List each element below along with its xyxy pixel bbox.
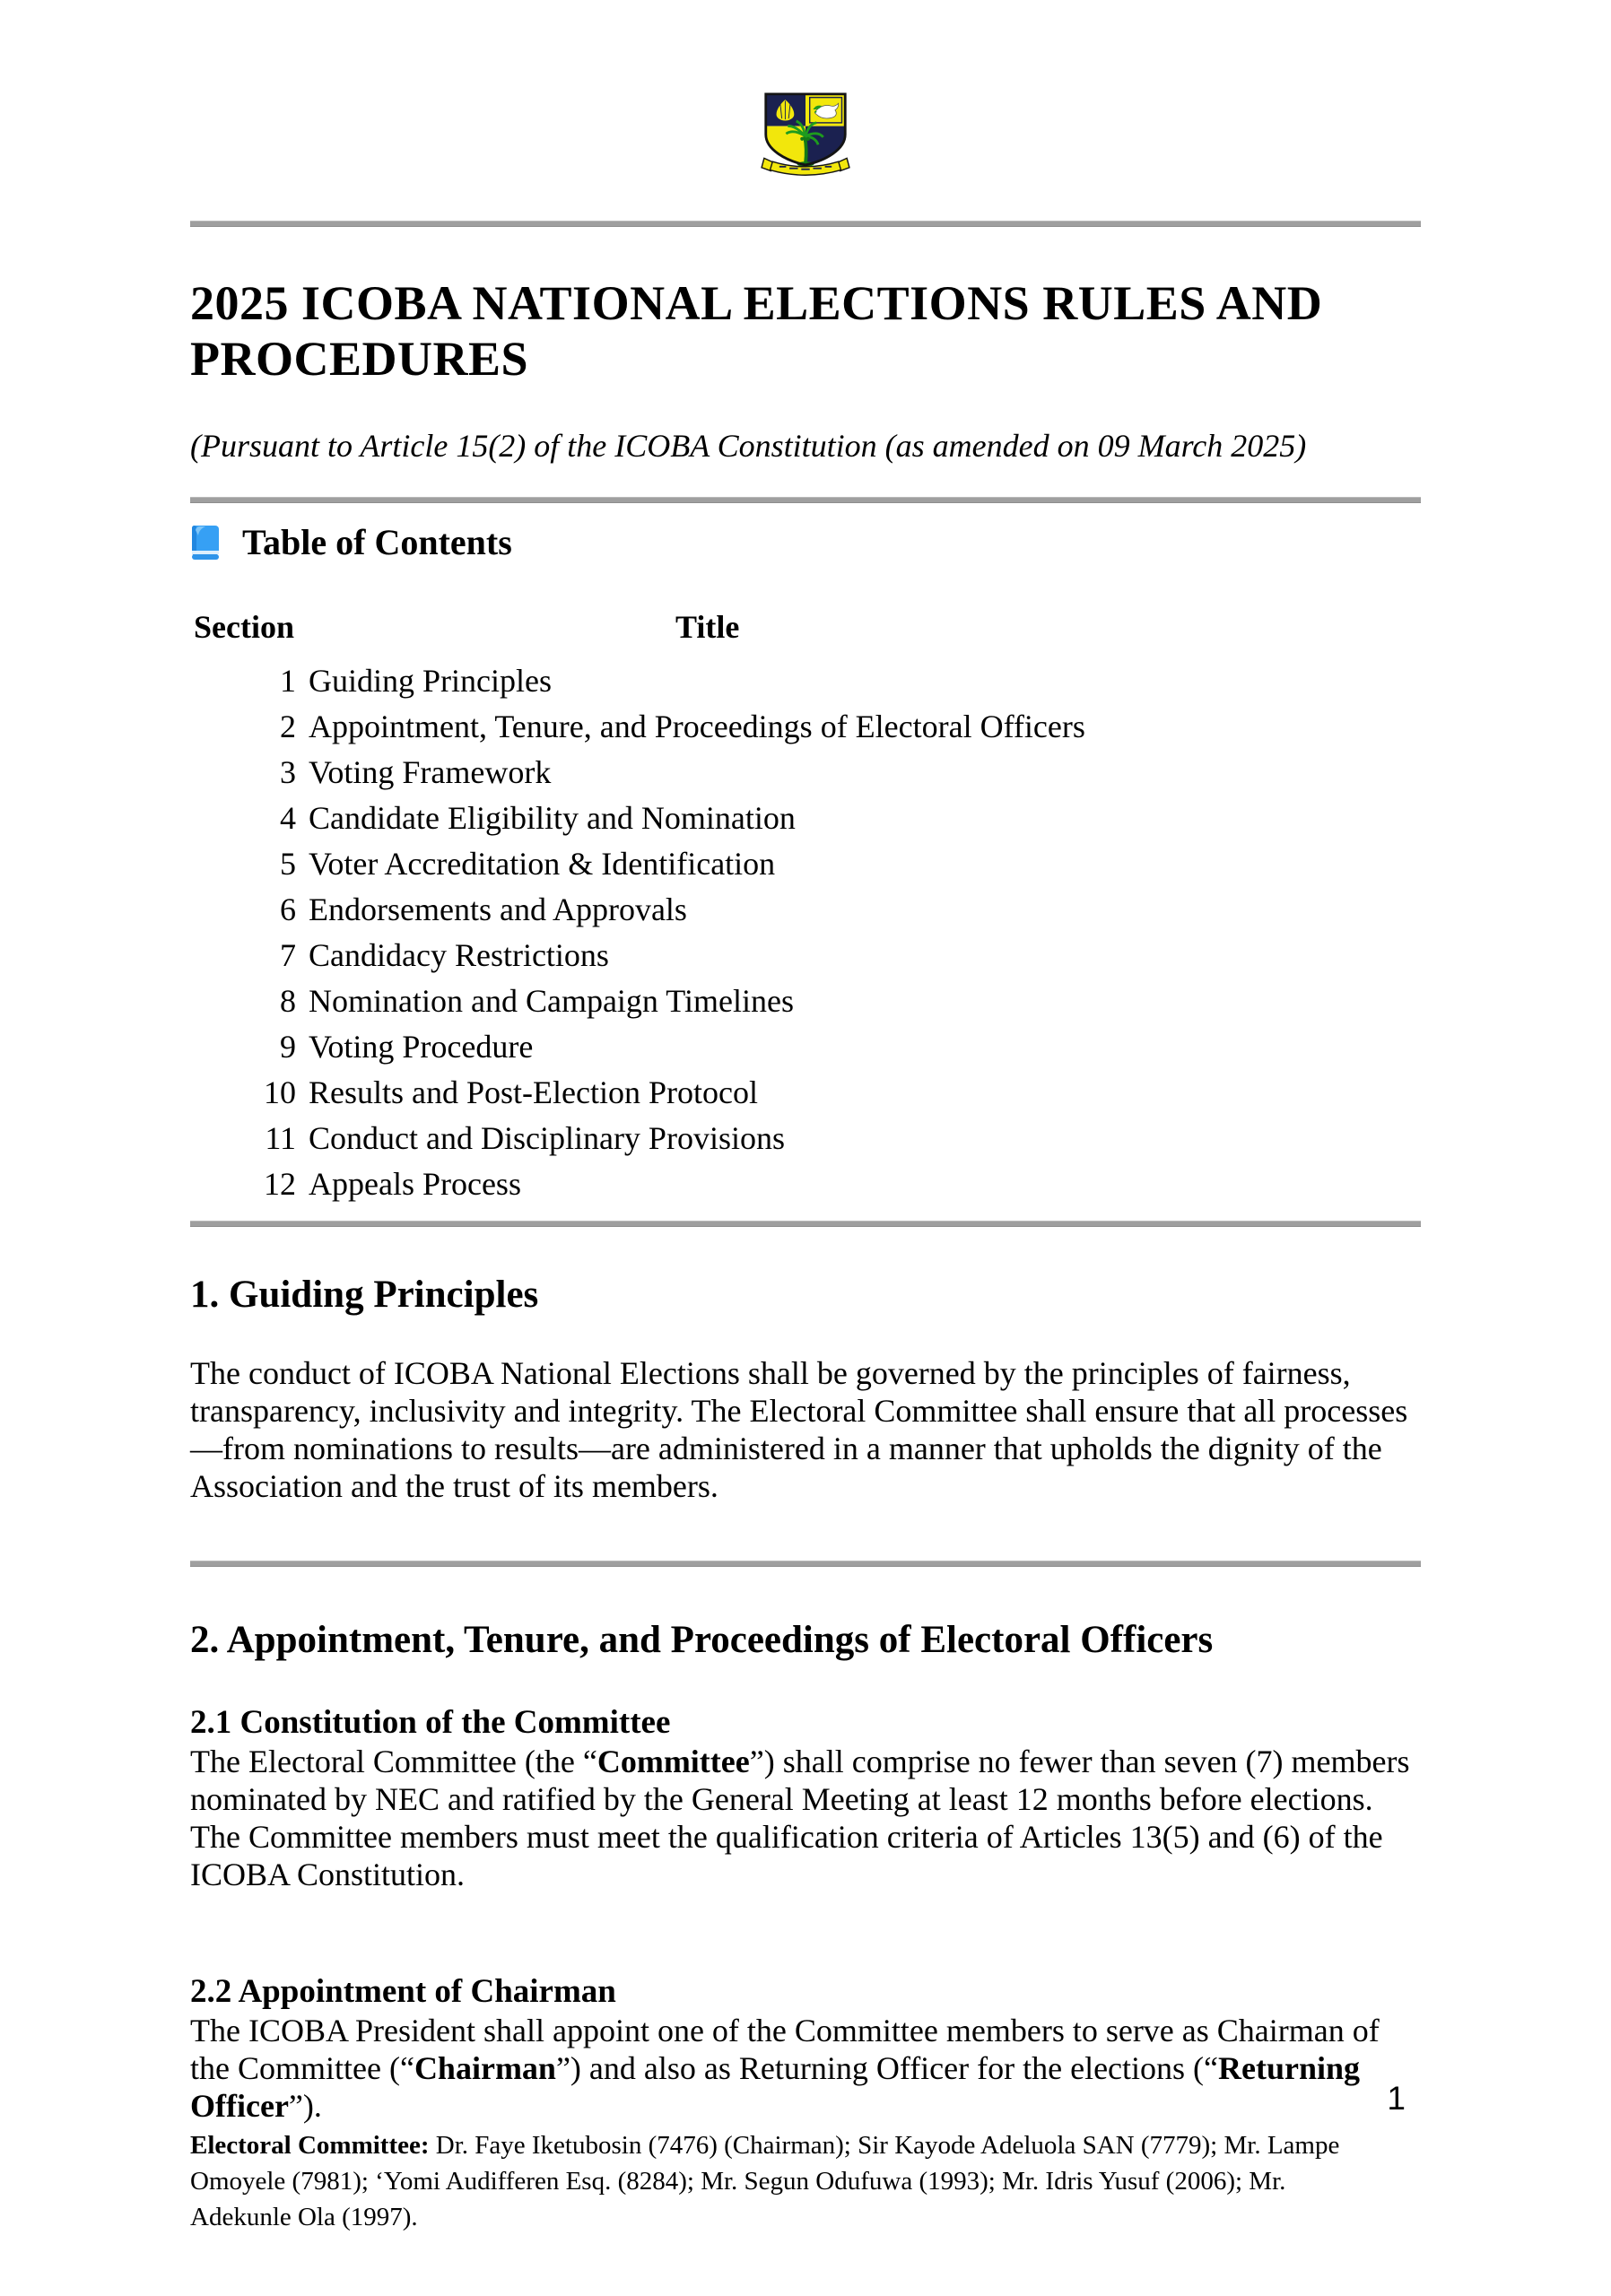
toc-row: [190, 887, 1421, 933]
toc-row-number: 9: [280, 1029, 296, 1065]
section-1-heading: 1. Guiding Principles: [190, 1274, 539, 1316]
toc-row-number: 4: [280, 800, 296, 836]
blue-book-icon: [190, 525, 221, 561]
toc-row-title: Appeals Process: [309, 1166, 521, 1202]
toc-heading: Table of Contents: [242, 522, 512, 562]
school-crest-icon: [759, 92, 852, 178]
section-2-2-heading: 2.2 Appointment of Chairman: [190, 1973, 616, 2010]
toc-row-title: Guiding Principles: [309, 663, 552, 699]
toc-row-number: 1: [280, 663, 296, 699]
toc-heading-row: [190, 522, 1421, 563]
toc-row: [190, 658, 1421, 704]
toc-row-title: Voting Framework: [309, 754, 552, 790]
footer-label: Electoral Committee:: [190, 2131, 430, 2160]
toc-row: [190, 841, 1421, 887]
toc-row-title: Candidate Eligibility and Nomination: [309, 800, 796, 836]
toc-column-header-section: Section: [194, 609, 294, 645]
toc-column-header-title: Title: [675, 609, 740, 645]
document-title: 2025 ICOBA NATIONAL ELECTIONS RULES AND PROCEDURES: [190, 276, 1323, 386]
toc-row: [190, 796, 1421, 841]
section-divider: [190, 1561, 1421, 1567]
body-text: ”).: [288, 2088, 322, 2124]
body-text: ”) and also as Returning Officer for the elections (“: [555, 2050, 1219, 2086]
body-text-bold: Chairman: [414, 2050, 556, 2086]
school-crest-logo: [190, 0, 1421, 178]
toc-row-title: Conduct and Disciplinary Provisions: [309, 1120, 785, 1156]
toc-row-number: 11: [265, 1120, 296, 1156]
section-2-1-body: [190, 1743, 1421, 1893]
toc-row: [190, 1161, 1421, 1207]
section-2-2-body: [190, 2012, 1421, 2125]
toc-row-title: Nomination and Campaign Timelines: [309, 983, 794, 1019]
toc-row-number: 10: [264, 1074, 296, 1110]
toc-row-number: 2: [280, 709, 296, 744]
toc-list: [190, 658, 1421, 1207]
toc-row-number: 6: [280, 891, 296, 927]
section-2-1-heading: 2.1 Constitution of the Committee: [190, 1704, 671, 1741]
toc-row: [190, 750, 1421, 796]
body-text-bold: Returning Officer: [190, 2050, 1361, 2124]
footer-note: [190, 2127, 1389, 2235]
section-2-heading: 2. Appointment, Tenure, and Proceedings of Electoral Officers: [190, 1619, 1214, 1661]
toc-row: [190, 978, 1421, 1024]
toc-row-title: Appointment, Tenure, and Proceedings of Electoral Officers: [309, 709, 1085, 744]
toc-column-headers: [190, 608, 1421, 646]
page-number: 1: [1387, 2080, 1406, 2117]
toc-row-title: Voter Accreditation & Identification: [309, 846, 776, 882]
toc-row-number: 7: [280, 937, 296, 973]
toc-row: [190, 1116, 1421, 1161]
toc-row: [190, 1024, 1421, 1070]
body-text-bold: Committee: [597, 1744, 750, 1779]
toc-row-number: 8: [280, 983, 296, 1019]
toc-row-number: 3: [280, 754, 296, 790]
body-text: The ICOBA President shall appoint one of the Committee members to serve as Chairman of the Committee (“: [190, 2013, 1380, 2086]
toc-row: [190, 704, 1421, 750]
toc-row: [190, 933, 1421, 978]
section-divider: [190, 497, 1421, 503]
body-text: ”) shall comprise no fewer than seven (7) members nominated by NEC and ratified by the General Meeting at least 12 months before elections. The Committee members must meet the qualification criteria of Articles 13(5) and (6) of the ICOBA Constitution.: [190, 1744, 1410, 1892]
toc-row-title: Endorsements and Approvals: [309, 891, 687, 927]
section-divider: [190, 221, 1421, 227]
toc-row-number: 12: [264, 1166, 296, 1202]
toc-row-title: Results and Post-Election Protocol: [309, 1074, 758, 1110]
toc-row-number: 5: [280, 846, 296, 882]
body-text: The Electoral Committee (the “: [190, 1744, 597, 1779]
toc-row-title: Voting Procedure: [309, 1029, 534, 1065]
section-divider: [190, 1221, 1421, 1227]
document-subtitle: (Pursuant to Article 15(2) of the ICOBA Constitution (as amended on 09 March 2025): [190, 428, 1307, 464]
footer-text: Dr. Faye Iketubosin (7476) (Chairman); Sir Kayode Adeluola SAN (7779); Mr. Lampe Omoyele (7981); ‘Yomi Audifferen Esq. (8284); Mr. Segun Odufuwa (1993); Mr. Idris Yusuf (2006); Mr. Adekunle Ola (1997).: [190, 2131, 1340, 2231]
toc-row: [190, 1070, 1421, 1116]
toc-row-title: Candidacy Restrictions: [309, 937, 609, 973]
section-1-body: The conduct of ICOBA National Elections shall be governed by the principles of fairness, transparency, inclusivity and integrity. The Electoral Committee shall ensure that all processes—from nominations to results—are administered in a manner that upholds the dignity of the Association and the trust of its members.: [190, 1355, 1408, 1504]
